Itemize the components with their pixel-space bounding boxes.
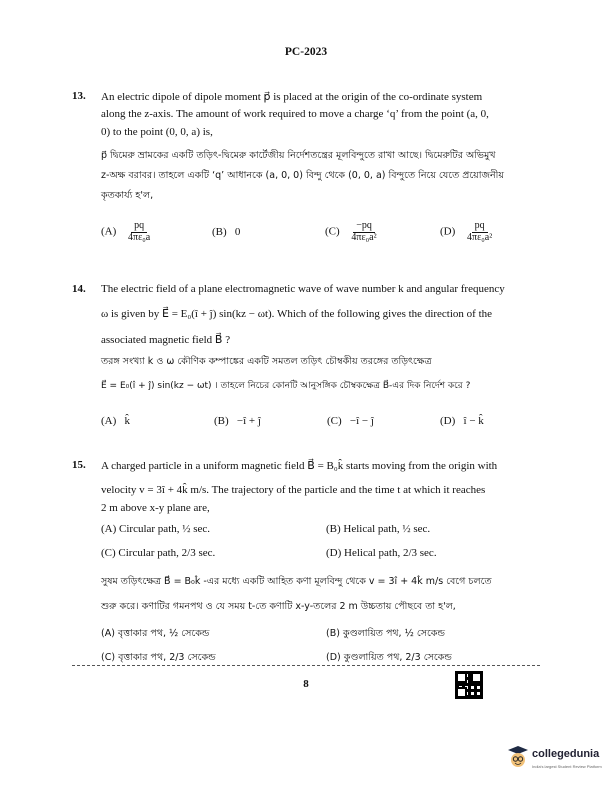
denominator: 4πε₀a²	[351, 231, 377, 243]
option-value: 0	[234, 226, 241, 238]
question-text: ω is given by E⃗ = E₀(î + ĵ) sin(kz − ωt). Which of the following gives the direction of the	[101, 308, 493, 320]
numerator: pq	[131, 221, 147, 233]
question-text: associated magnetic field B⃗ ?	[101, 334, 231, 346]
question-number: 15.	[72, 459, 86, 471]
option-fraction	[125, 221, 153, 243]
option-label: (A)	[101, 415, 117, 427]
option-label: (C)	[327, 415, 342, 427]
option-label: (C)	[325, 225, 340, 238]
question-text-bengali: তরঙ্গ সংখ্যা k ও ω কৌণিক কম্পাঙ্কের একটি সমতল তড়িৎ চৌম্বকীয় তরঙ্গের তড়িৎক্ষেত্র	[101, 356, 432, 367]
question-text-bengali: কৃতকার্য্য হ'ল,	[101, 190, 154, 201]
option-d: (D) Helical path, 2/3 sec.	[326, 547, 437, 559]
option-a	[101, 415, 130, 427]
option-fraction	[348, 221, 379, 243]
brand-name: collegedunia	[532, 748, 600, 760]
option-c-bengali: (C) বৃত্তাকার পথ, 2/3 সেকেন্ড	[101, 652, 216, 663]
question-number: 14.	[72, 283, 86, 295]
option-label: (B)	[212, 226, 227, 238]
option-label: (A)	[101, 225, 117, 238]
question-text: An electric dipole of dipole moment p⃗ is placed at the origin of the co-ordinate system	[101, 91, 483, 103]
question-text: 2 m above x-y plane are,	[101, 502, 210, 514]
option-a	[101, 221, 153, 243]
option-c	[327, 415, 374, 427]
option-a-bengali: (A) বৃত্তাকার পথ, ½ সেকেন্ড	[101, 628, 210, 639]
option-label: (D)	[440, 415, 456, 427]
question-text-bengali: সুষম তড়িৎক্ষেত্র B⃗ = B₀k̂ -এর মধ্যে একটি আহিত কণা মূলবিন্দু থেকে v = 3î + 4k̂ m/s বেগে চলতে	[101, 576, 492, 587]
numerator: pq	[472, 221, 488, 233]
question-text: velocity v = 3î + 4k̂ m/s. The trajectory of the particle and the time t at which it reaches	[101, 484, 486, 496]
question-text: A charged particle in a uniform magnetic field B⃗ = B₀k̂ starts moving from the origin with	[101, 460, 498, 472]
denominator: 4πε₀a	[128, 231, 151, 243]
option-c	[325, 221, 380, 243]
option-b	[214, 415, 261, 427]
denominator: 4πε₀a²	[467, 231, 493, 243]
option-value: î − k̂	[463, 415, 484, 427]
numerator: −pq	[353, 221, 375, 233]
page-number: 8	[303, 678, 309, 690]
option-b	[212, 226, 240, 238]
option-c: (C) Circular path, 2/3 sec.	[101, 547, 216, 559]
qr-code-icon	[455, 671, 483, 699]
option-value: −î − ĵ	[349, 415, 374, 427]
page-title: PC-2023	[284, 46, 328, 58]
question-text-bengali: p⃗ দ্বিমেরু ভ্রামকের একটি তড়িৎ-দ্বিমেরু কার্টেজীয় নির্দেশতন্ত্রের মূলবিন্দুতে রাখা আছে। দ্বিমেরুটির অভিমুখ	[101, 150, 496, 161]
brand-tagline: India's largest Student Review Platform	[532, 764, 602, 769]
question-number: 13.	[72, 90, 86, 102]
divider	[72, 665, 540, 666]
option-d	[440, 415, 484, 427]
graduate-mascot-icon	[507, 744, 529, 770]
option-value: k̂	[124, 415, 131, 427]
question-text: 0) to the point (0, 0, a) is,	[101, 126, 213, 138]
option-d-bengali: (D) কুণ্ডলায়িত পথ, 2/3 সেকেন্ড	[326, 652, 452, 663]
option-a: (A) Circular path, ½ sec.	[101, 523, 211, 535]
option-d	[440, 221, 495, 243]
question-text-bengali: শুরু করে। কণাটির গমনপথ ও যে সময় t-তে কণাটি x-y-তলের 2 m উচ্চতায় পৌছবে তা হ'ল,	[101, 601, 456, 612]
option-b: (B) Helical path, ½ sec.	[326, 523, 431, 535]
option-label: (B)	[214, 415, 229, 427]
question-text-bengali: E⃗ = E₀(î + ĵ) sin(kz − ωt) । তাহলে নিচের কোনটি আনুসঙ্গিক চৌম্বকক্ষেত্র B⃗-এর দিক নির্দেশ করে ?	[101, 381, 471, 391]
option-fraction	[464, 221, 495, 243]
question-text: along the z-axis. The amount of work required to move a charge ‘q’ from the point (a, 0,	[101, 108, 489, 120]
option-b-bengali: (B) কুণ্ডলায়িত পথ, ½ সেকেন্ড	[326, 628, 445, 639]
question-text: The electric field of a plane electromagnetic wave of wave number k and angular frequency	[101, 283, 505, 295]
option-label: (D)	[440, 225, 456, 238]
brand-logo	[507, 744, 607, 784]
question-text-bengali: z-অক্ষ বরাবর। তাহলে একটি ‘q’ আধানকে (a, 0, 0) বিন্দু থেকে (0, 0, a) বিন্দুতে নিয়ে যেতে প্রয়োজনীয়	[101, 170, 504, 181]
option-value: −î + ĵ	[236, 415, 261, 427]
